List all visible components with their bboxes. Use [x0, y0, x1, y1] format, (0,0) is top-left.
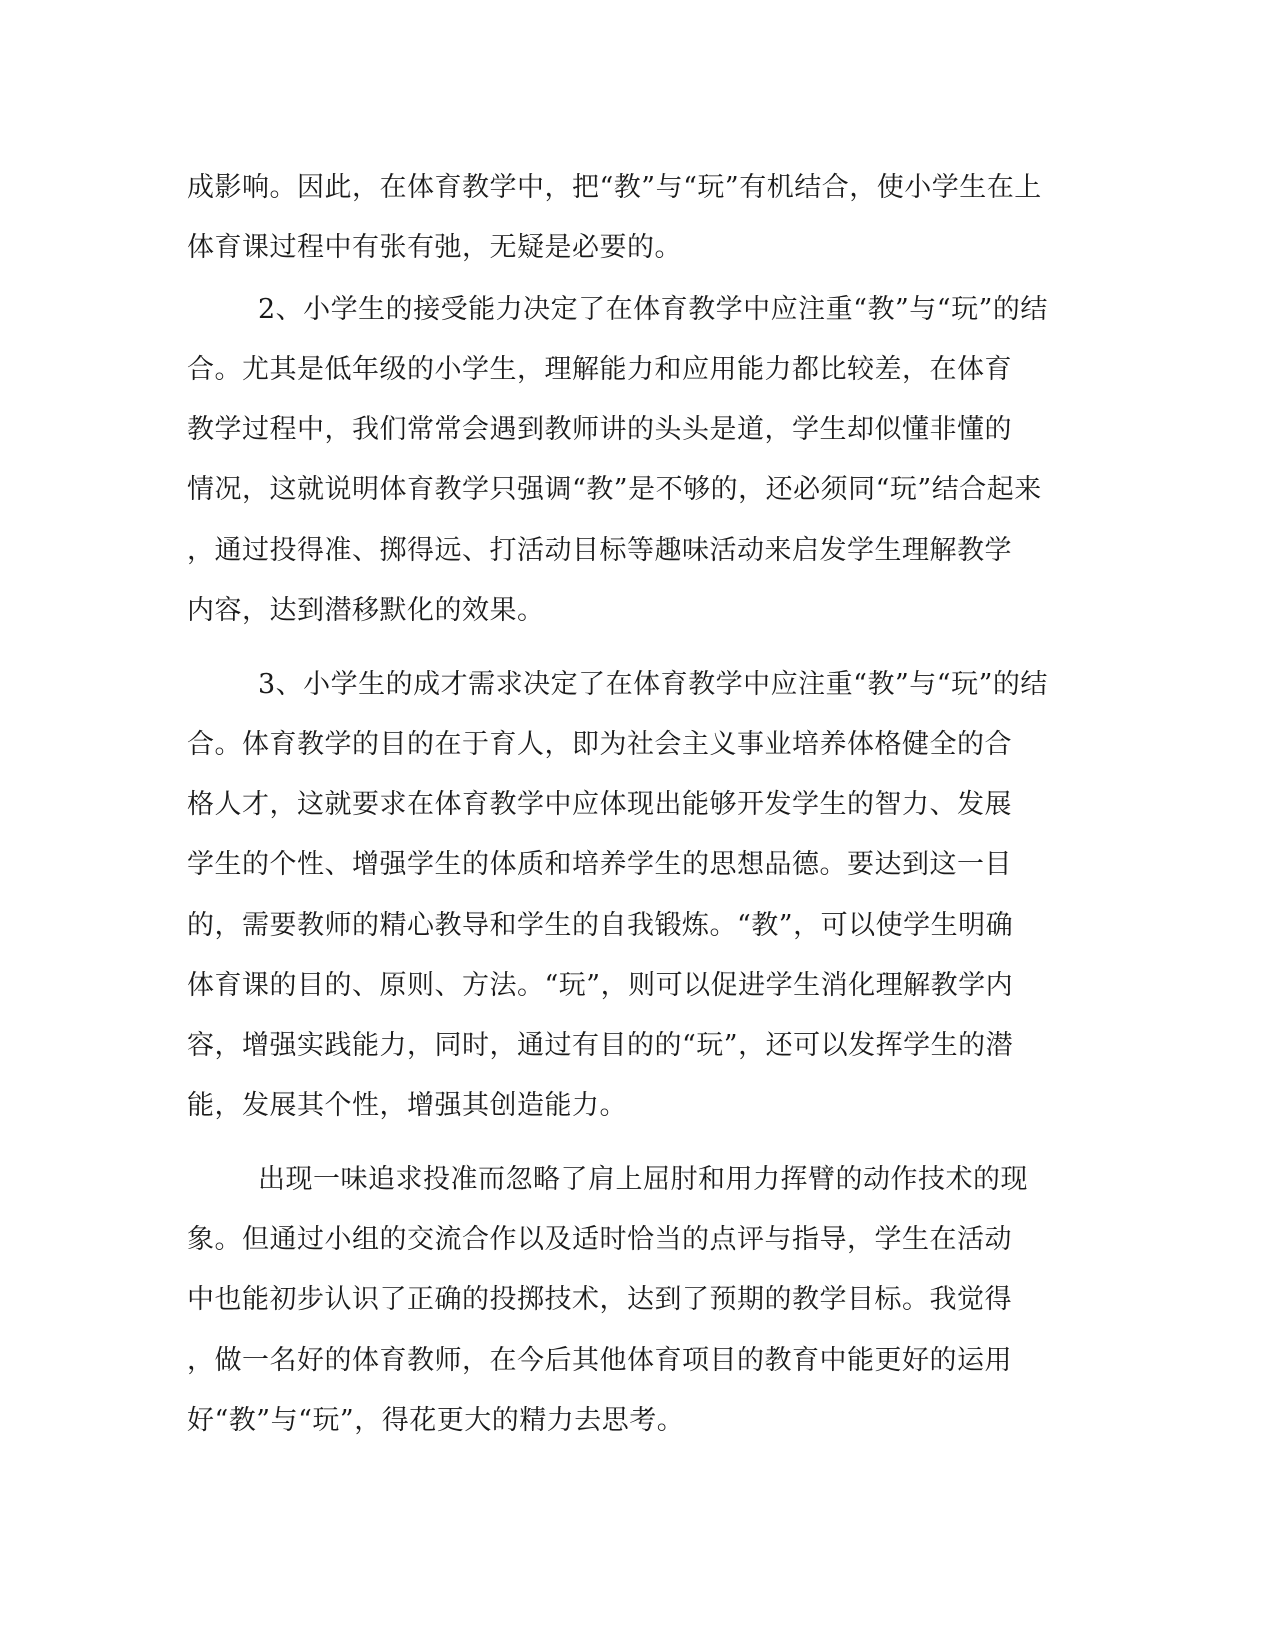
text-line: 体育课过程中有张有弛，无疑是必要的。 — [187, 232, 682, 263]
text-line: 情况，这就说明体育教学只强调“教”是不够的，还必须同“玩”结合起来 — [187, 474, 1042, 505]
text-line: 中也能初步认识了正确的投掷技术，达到了预期的教学目标。我觉得 — [187, 1284, 1012, 1315]
text-line: 格人才，这就要求在体育教学中应体现出能够开发学生的智力、发展 — [187, 789, 1012, 820]
paragraph-start-line: 出现一味追求投准而忽略了肩上屈肘和用力挥臂的动作技术的现 — [258, 1164, 1028, 1195]
text-line: 能，发展其个性，增强其创造能力。 — [187, 1090, 627, 1121]
text-line: 容，增强实践能力，同时，通过有目的的“玩”，还可以发挥学生的潜 — [187, 1030, 1014, 1061]
text-line: 合。体育教学的目的在于育人，即为社会主义事业培养体格健全的合 — [187, 729, 1012, 760]
text-line: 体育课的目的、原则、方法。“玩”，则可以促进学生消化理解教学内 — [187, 970, 1014, 1001]
text-line: 成影响。因此，在体育教学中，把“教”与“玩”有机结合，使小学生在上 — [187, 172, 1042, 203]
text-line: 的，需要教师的精心教导和学生的自我锻炼。“教”，可以使学生明确 — [187, 910, 1014, 941]
text-line: ，做一名好的体育教师，在今后其他体育项目的教育中能更好的运用 — [187, 1345, 1012, 1376]
text-line: 好“教”与“玩”，得花更大的精力去思考。 — [187, 1405, 685, 1436]
text-line: 内容，达到潜移默化的效果。 — [187, 595, 545, 626]
text-line: 合。尤其是低年级的小学生，理解能力和应用能力都比较差，在体育 — [187, 354, 1012, 385]
paragraph-start-line: 2、小学生的接受能力决定了在体育教学中应注重“教”与“玩”的结 — [258, 294, 1048, 325]
text-line: 象。但通过小组的交流合作以及适时恰当的点评与指导，学生在活动 — [187, 1224, 1012, 1255]
text-line: 教学过程中，我们常常会遇到教师讲的头头是道，学生却似懂非懂的 — [187, 414, 1012, 445]
text-line: 学生的个性、增强学生的体质和培养学生的思想品德。要达到这一目 — [187, 849, 1012, 880]
text-line: ，通过投得准、掷得远、打活动目标等趣味活动来启发学生理解教学 — [187, 535, 1012, 566]
paragraph-start-line: 3、小学生的成才需求决定了在体育教学中应注重“教”与“玩”的结 — [258, 669, 1048, 700]
